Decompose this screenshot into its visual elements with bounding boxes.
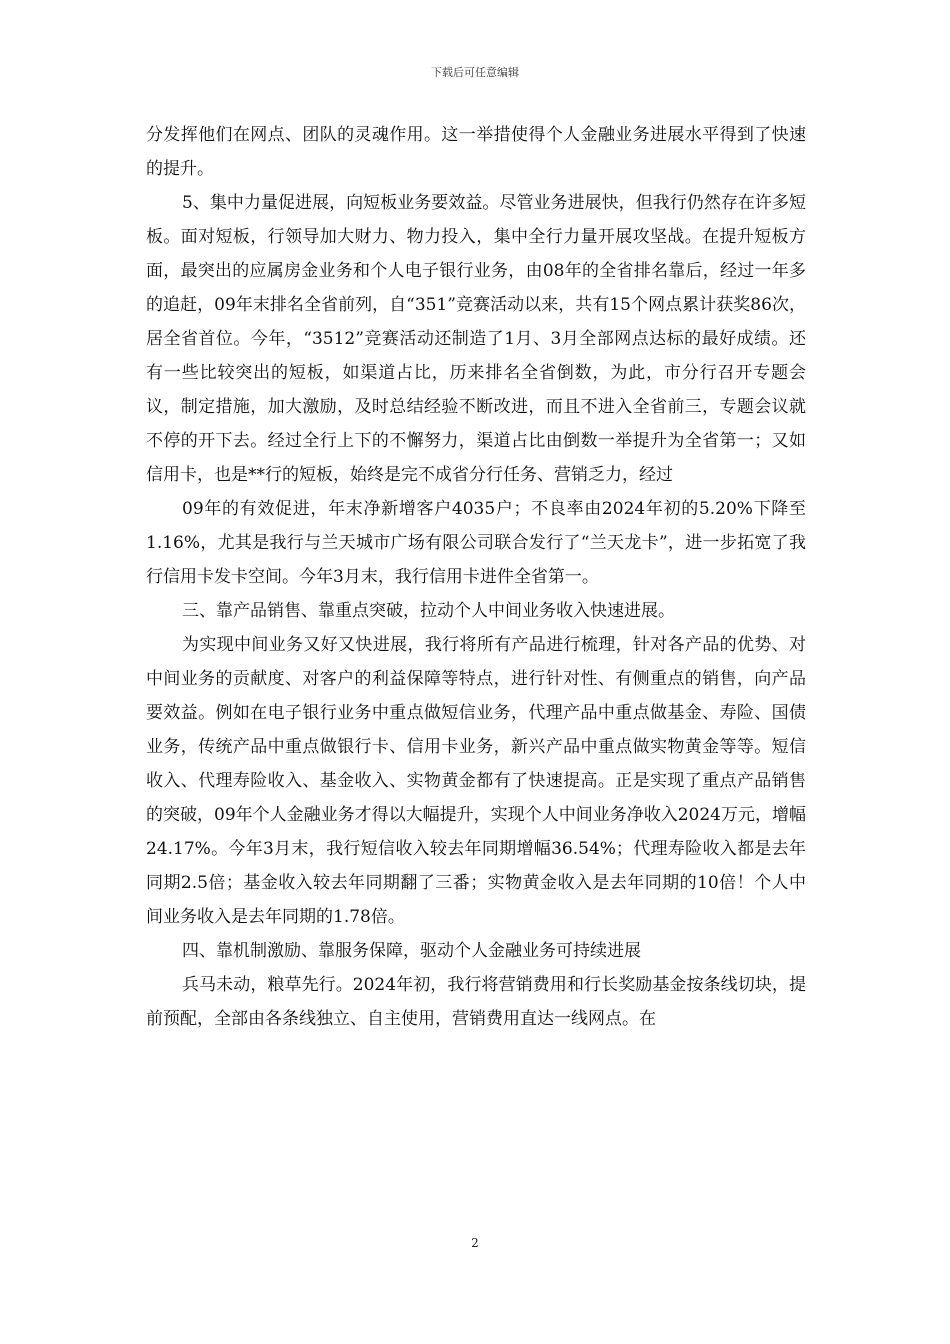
paragraph-3: 09年的有效促进，年末净新增客户4035户；不良率由2024年初的5.20%下降至1.16%，尤其是我行与兰天城市广场有限公司联合发行了“兰天龙卡”，进一步拓宽了我行信用卡发卡空间。今年3月末，我行信用卡进件全省第一。 [146, 499, 806, 587]
page-number: 2 [471, 1236, 479, 1250]
paragraph-7: 兵马未动，粮草先行。2024年初，我行将营销费用和行长奖励基金按条线切块，提前预配，全部由各条线独立、自主使用，营销费用直达一线网点。在 [146, 975, 806, 1029]
paragraph-1: 分发挥他们在网点、团队的灵魂作用。这一举措使得个人金融业务进展水平得到了快速的提升。 [146, 125, 806, 179]
section-heading-3: 三、靠产品销售、靠重点突破，拉动个人中间业务收入快速进展。 [182, 601, 675, 621]
page-header: 下载后可任意编辑 [431, 66, 519, 79]
paragraph-5: 为实现中间业务又好又快进展，我行将所有产品进行梳理，针对各产品的优势、对中间业务的贡献度、对客户的利益保障等特点，进行针对性、有侧重点的销售，向产品要效益。例如在电子银行业务中重点做短信业务，代理产品中重点做基金、寿险、国债业务，传统产品中重点做银行卡、信用卡业务，新兴产品中重点做实物黄金等等。短信收入、代理寿险收入、基金收入、实物黄金都有了快速提高。正是实现了重点产品销售的突破，09年个人金融业务才得以大幅提升，实现个人中间业务净收入2024万元，增幅24.17%。今年3月末，我行短信收入较去年同期增幅36.54%；代理寿险收入都是去年同期2.5倍；基金收入较去年同期翻了三番；实物黄金收入是去年同期的10倍！个人中间业务收入是去年同期的1.78倍。 [146, 635, 806, 927]
section-heading-4: 四、靠机制激励、靠服务保障，驱动个人金融业务可持续进展 [182, 941, 641, 961]
paragraph-2: 5、集中力量促进展，向短板业务要效益。尽管业务进展快，但我行仍然存在许多短板。面对短板，行领导加大财力、物力投入，集中全行力量开展攻坚战。在提升短板方面，最突出的应属房金业务和个人电子银行业务，由08年的全省排名靠后，经过一年多的追赶，09年末排名全省前列，自“351”竞赛活动以来，共有15个网点累计获奖86次，居全省首位。今年，“3512”竞赛活动还制造了1月、3月全部网点达标的最好成绩。还有一些比较突出的短板，如渠道占比，历来排名全省倒数，为此，市分行召开专题会议，制定措施，加大激励，及时总结经验不断改进，而且不进入全省前三，专题会议就不停的开下去。经过全行上下的不懈努力，渠道占比由倒数一举提升为全省第一；又如信用卡，也是**行的短板，始终是完不成省分行任务、营销乏力，经过 [146, 193, 806, 485]
document-body [146, 118, 806, 1036]
